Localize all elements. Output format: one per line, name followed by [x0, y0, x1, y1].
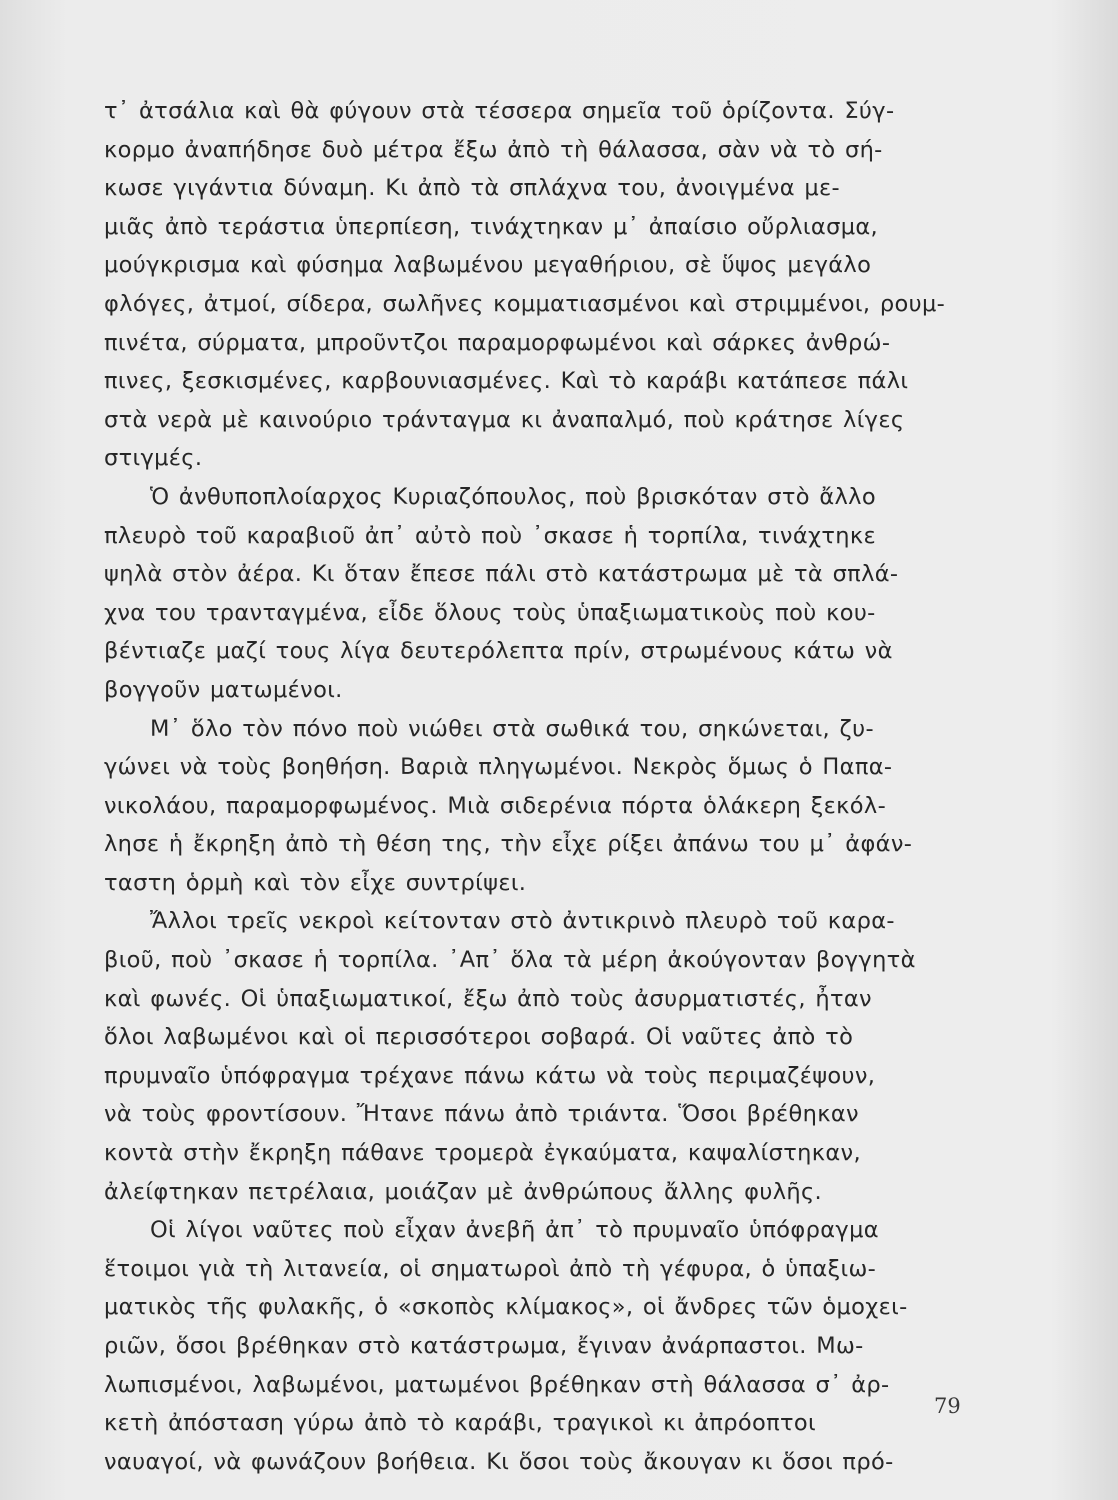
text-line: νὰ τοὺς φροντίσουν. Ἤτανε πάνω ἀπὸ τριάντα. Ὅσοι βρέθηκαν — [104, 1101, 859, 1128]
text-line: ματικὸς τῆς φυλακῆς, ὁ «σκοπὸς κλίμακος», οἱ ἄνδρες τῶν ὁμοχει- — [104, 1294, 908, 1321]
body-text — [104, 92, 956, 1481]
paragraph-start-line: Οἱ λίγοι ναῦτες ποὺ εἶχαν ἀνεβῆ ἀπ᾽ τὸ πρυμναῖο ὑπόφραγμα — [150, 1217, 879, 1244]
text-line: βογγοῦν ματωμένοι. — [104, 676, 343, 703]
text-line: φλόγες, ἀτμοί, σίδερα, σωλῆνες κομματιασμένοι καὶ στριμμένοι, ρουμ- — [104, 290, 946, 317]
text-line: λωπισμένοι, λαβωμένοι, ματωμένοι βρέθηκαν στὴ θάλασσα σ᾽ ἀρ- — [104, 1371, 890, 1398]
text-line: πλευρὸ τοῦ καραβιοῦ ἀπ᾽ αὐτὸ ποὺ ᾽σκασε ἡ τορπίλα, τινάχτηκε — [104, 522, 876, 549]
text-line: καὶ φωνές. Οἱ ὑπαξιωματικοί, ἔξω ἀπὸ τοὺς ἀσυρματιστές, ἦταν — [104, 985, 872, 1012]
text-line: ριῶν, ὅσοι βρέθηκαν στὸ κατάστρωμα, ἔγιναν ἀνάρπαστοι. Μω- — [104, 1333, 864, 1359]
text-line: μιᾶς ἀπὸ τεράστια ὑπερπίεση, τινάχτηκαν μ᾽ ἀπαίσιο οὔρλιασμα, — [104, 213, 879, 240]
text-line: βιοῦ, ποὺ ᾽σκασε ἡ τορπίλα. ᾽Απ᾽ ὅλα τὰ μέρη ἀκούγονταν βογγητὰ — [104, 947, 916, 974]
text-line: ὅλοι λαβωμένοι καὶ οἱ περισσότεροι σοβαρά. Οἱ ναῦτες ἀπὸ τὸ — [104, 1024, 854, 1051]
text-line: μούγκρισμα καὶ φύσημα λαβωμένου μεγαθήριου, σὲ ὕψος μεγάλο — [104, 252, 872, 279]
text-line: βέντιαζε μαζί τους λίγα δευτερόλεπτα πρίν, στρωμένους κάτω νὰ — [104, 638, 893, 665]
text-line: γώνει νὰ τοὺς βοηθήση. Βαριὰ πληγωμένοι. Νεκρὸς ὅμως ὁ Παπα- — [104, 754, 893, 781]
text-line: τ᾽ ἀτσάλια καὶ θὰ φύγουν στὰ τέσσερα σημεῖα τοῦ ὁρίζοντα. Σύγ- — [104, 98, 895, 124]
text-line: ναυαγοί, νὰ φωνάζουν βοήθεια. Κι ὅσοι τοὺς ἄκουγαν κι ὅσοι πρό- — [104, 1448, 894, 1475]
text-line: κοντὰ στὴν ἔκρηξη πάθανε τρομερὰ ἐγκαύματα, καψαλίστηκαν, — [104, 1140, 861, 1167]
text-line: πινες, ξεσκισμένες, καρβουνιασμένες. Καὶ τὸ καράβι κατάπεσε πάλι — [104, 368, 909, 395]
text-line: λησε ἡ ἔκρηξη ἀπὸ τὴ θέση της, τὴν εἶχε ρίξει ἀπάνω του μ᾽ ἀφάν- — [104, 831, 913, 858]
text-line: στὰ νερὰ μὲ καινούριο τράνταγμα κι ἀναπαλμό, ποὺ κράτησε λίγες — [104, 406, 905, 433]
text-line: ψηλὰ στὸν ἀέρα. Κι ὅταν ἔπεσε πάλι στὸ κατάστρωμα μὲ τὰ σπλά- — [104, 561, 899, 588]
paragraph-start-line: Μ᾽ ὅλο τὸν πόνο ποὺ νιώθει στὰ σωθικά του, σηκώνεται, ζυ- — [150, 715, 874, 742]
text-line: ἀλείφτηκαν πετρέλαια, μοιάζαν μὲ ἀνθρώπους ἄλλης φυλῆς. — [104, 1178, 823, 1205]
text-line: νικολάου, παραμορφωμένος. Μιὰ σιδερένια πόρτα ὁλάκερη ξεκόλ- — [104, 792, 887, 819]
text-line: ταστη ὁρμὴ καὶ τὸν εἶχε συντρίψει. — [104, 869, 527, 896]
text-line: κετὴ ἀπόσταση γύρω ἀπὸ τὸ καράβι, τραγικοὶ κι ἀπρόοπτοι — [104, 1410, 817, 1437]
paragraph-start-line: Ἄλλοι τρεῖς νεκροὶ κείτονταν στὸ ἀντικρινὸ πλευρὸ τοῦ καρα- — [150, 908, 895, 935]
text-line: πινέτα, σύρματα, μπροῦντζοι παραμορφωμένοι καὶ σάρκες ἀνθρώ- — [104, 329, 891, 356]
text-line: κωσε γιγάντια δύναμη. Κι ἀπὸ τὰ σπλάχνα του, ἀνοιγμένα με- — [104, 175, 841, 202]
text-line: κορμο ἀναπήδησε δυὸ μέτρα ἔξω ἀπὸ τὴ θάλασσα, σὰν νὰ τὸ σή- — [104, 136, 883, 163]
text-line: ἕτοιμοι γιὰ τὴ λιτανεία, οἱ σηματωροὶ ἀπὸ τὴ γέφυρα, ὁ ὑπαξιω- — [104, 1255, 877, 1282]
text-line: στιγμές. — [104, 445, 203, 472]
page-number: 79 — [934, 1394, 961, 1418]
paragraph-start-line: Ὁ ἀνθυποπλοίαρχος Κυριαζόπουλος, ποὺ βρισκόταν στὸ ἄλλο — [150, 483, 876, 510]
text-line: πρυμναῖο ὑπόφραγμα τρέχανε πάνω κάτω νὰ τοὺς περιμαζέψουν, — [104, 1062, 876, 1089]
text-line: χνα του τρανταγμένα, εἶδε ὅλους τοὺς ὑπαξιωματικοὺς ποὺ κου- — [104, 599, 876, 626]
